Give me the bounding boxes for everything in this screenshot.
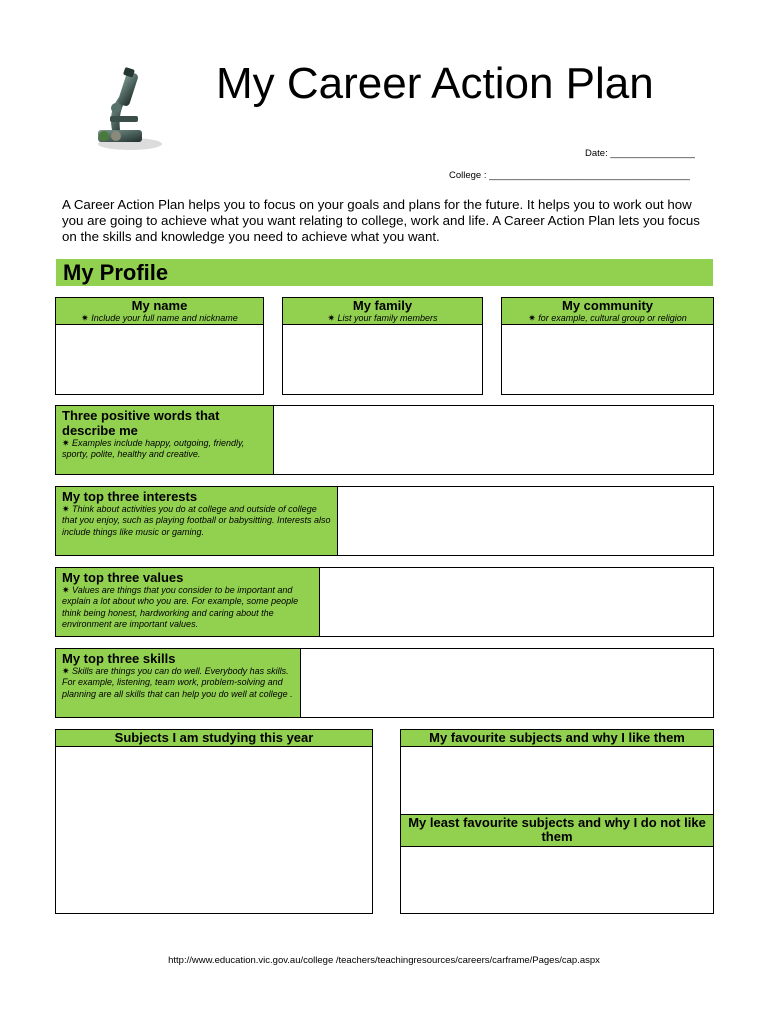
values-note: ✷ Values are things that you consider to be important and explain a lot about who you are. For example, some people think being honest, hardworking and caring about the environment are important values. bbox=[62, 585, 299, 629]
positive-words-row bbox=[55, 405, 714, 475]
name-header bbox=[56, 298, 263, 325]
interests-row bbox=[55, 486, 714, 556]
positive-words-label bbox=[56, 406, 274, 474]
intro-paragraph: A Career Action Plan helps you to focus on your goals and plans for the future. It helps you to work out how you are going to achieve what you want relating to college, work and life. A Career Action Plan lets you focus on the skills and knowledge you need to achieve what you want. bbox=[62, 197, 700, 244]
skills-note: ✷ Skills are things you can do well. Everybody has skills. For example, listening, team work, problem-solving and planning are all skills that can help you do well at college . bbox=[62, 666, 293, 699]
values-row bbox=[55, 567, 714, 637]
values-label bbox=[56, 568, 320, 636]
subjects-studying-header: Subjects I am studying this year bbox=[56, 730, 372, 747]
interests-note: ✷ Think about activities you do at college and outside of college that you enjoy, such as playing football or babysitting. Interests also include things like music or gaming. bbox=[62, 504, 331, 537]
favourite-subjects-header: My favourite subjects and why I like them bbox=[401, 730, 713, 747]
profile-heading: My Profile bbox=[56, 259, 713, 286]
family-title: My family bbox=[352, 298, 413, 313]
least-favourite-header: My least favourite subjects and why I do not like them bbox=[401, 814, 713, 847]
least-favourite-answer[interactable] bbox=[401, 847, 713, 913]
subjects-studying-box[interactable] bbox=[55, 729, 373, 914]
skills-answer[interactable] bbox=[301, 649, 713, 717]
skills-label bbox=[56, 649, 301, 717]
family-box[interactable] bbox=[282, 297, 483, 395]
favourite-subjects-box bbox=[400, 729, 714, 914]
page-title: My Career Action Plan bbox=[216, 59, 654, 108]
family-note: ✷ List your family members bbox=[327, 313, 438, 323]
values-title: My top three values bbox=[62, 570, 184, 585]
name-note: ✷ Include your full name and nickname bbox=[81, 313, 238, 323]
community-box[interactable] bbox=[501, 297, 714, 395]
name-box[interactable] bbox=[55, 297, 264, 395]
community-note: ✷ for example, cultural group or religion bbox=[528, 313, 687, 323]
date-field[interactable]: Date: ________________ bbox=[585, 148, 695, 159]
positive-words-title: Three positive words that describe me bbox=[62, 408, 220, 438]
footer-url[interactable]: http://www.education.vic.gov.au/college /teachers/teachingresources/careers/carframe/Pages/cap.aspx bbox=[168, 955, 600, 966]
interests-title: My top three interests bbox=[62, 489, 198, 504]
values-answer[interactable] bbox=[320, 568, 713, 636]
microscope-icon bbox=[88, 66, 168, 154]
community-header bbox=[502, 298, 713, 325]
family-header bbox=[283, 298, 482, 325]
positive-words-answer[interactable] bbox=[274, 406, 713, 474]
interests-answer[interactable] bbox=[338, 487, 713, 555]
skills-row bbox=[55, 648, 714, 718]
skills-title: My top three skills bbox=[62, 651, 176, 666]
positive-words-note: ✷ Examples include happy, outgoing, friendly, sporty, polite, healthy and creative. bbox=[62, 438, 245, 460]
community-title: My community bbox=[561, 298, 653, 313]
favourite-subjects-answer[interactable] bbox=[401, 746, 713, 814]
name-title: My name bbox=[131, 298, 188, 313]
interests-label bbox=[56, 487, 338, 555]
college-field[interactable]: College : ______________________________________ bbox=[449, 170, 690, 181]
